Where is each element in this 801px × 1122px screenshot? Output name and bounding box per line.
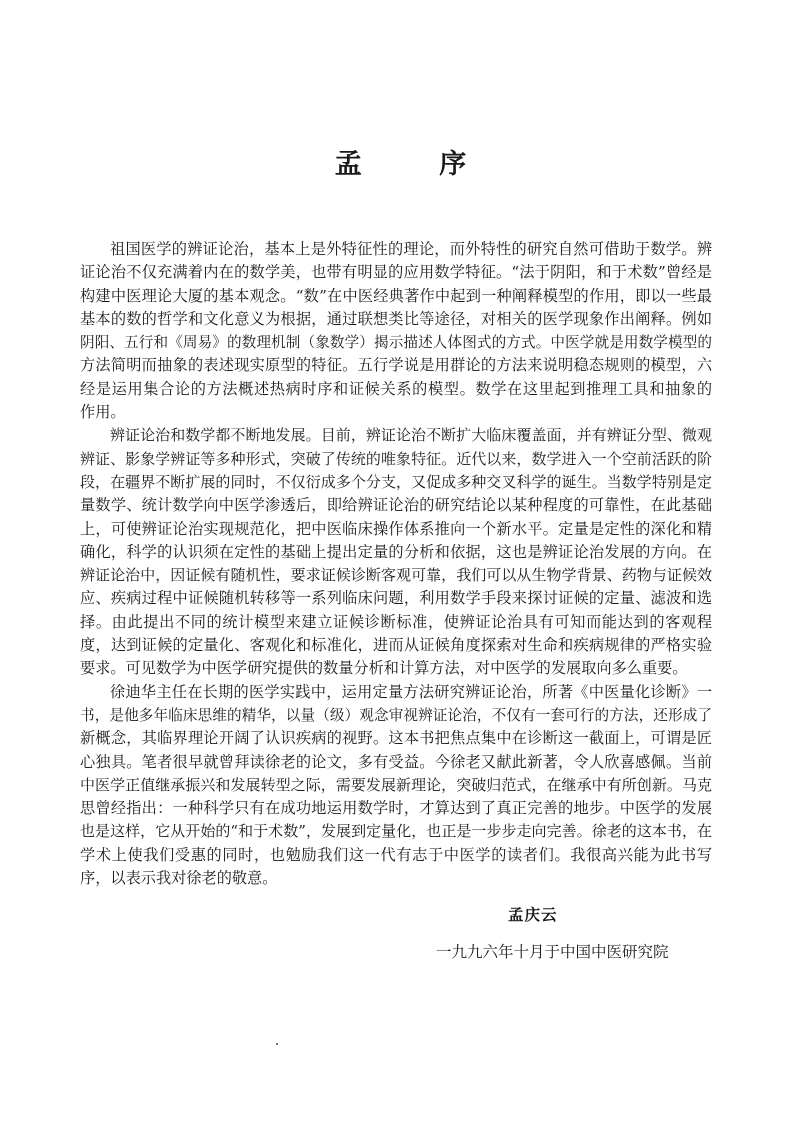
text-line: 量数学、统计数学向中医学渗透后，即给辨证论治的研究结论以某种程度的可靠性，在此基础	[80, 496, 712, 515]
text-line: 方法简明而抽象的表述现实原型的特征。五行学说是用群论的方法来说明稳态规则的模型，六	[80, 356, 712, 375]
text-line: 中医学正值继承振兴和发展转型之际，需要发展新理论，突破归范式，在继承中有所创新。马克	[80, 775, 712, 794]
text-line: 思曾经指出：一种科学只有在成功地运用数学时，才算达到了真正完善的地步。中医学的发展	[80, 799, 712, 818]
text-line: 经是运用集合论的方法概述热病时序和证候关系的模型。数学在这里起到推理工具和抽象的	[80, 379, 712, 398]
text-line: 上，可使辨证论治实现规范化，把中医临床操作体系推向一个新水平。定量是定性的深化和精	[80, 519, 712, 538]
text-line: 心独具。笔者很早就曾拜读徐老的论文，多有受益。今徐老又献此新著，令人欣喜感佩。当前	[80, 752, 712, 771]
text-line: 辨证、影象学辨证等多种形式，突破了传统的唯象特征。近代以来，数学进入一个空前活跃的阶	[80, 449, 712, 468]
text-line: 徐迪华主任在长期的医学实践中，运用定量方法研究辨证论治，所著《中医量化诊断》一	[110, 682, 712, 701]
preface-body	[80, 238, 712, 890]
text-line: 基本的数的哲学和文化意义为根据，通过联想类比等途径，对相关的医学现象作出阐释。例如	[80, 309, 712, 328]
text-line: 确化，科学的认识须在定性的基础上提出定量的分析和依据，这也是辨证论治发展的方向。在	[80, 542, 712, 561]
text-line: 阴阳、五行和《周易》的数理机制（象数学）揭示描述人体图式的方式。中医学就是用数学模型的	[80, 334, 712, 352]
text-line: 构建中医理论大厦的基本观念。“数”在中医经典著作中起到一种阐释模型的作用，即以一些最	[80, 286, 712, 305]
page-title: 孟 序	[334, 149, 501, 180]
text-line: 也是这样，它从开始的“和于术数”，发展到定量化，也正是一步步走向完善。徐老的这本书，在	[80, 822, 712, 841]
text-line: 证论治不仅充满着内在的数学美，也带有明显的应用数学特征。“法于阴阳，和于术数”曾经是	[80, 263, 712, 282]
text-line: 作用。	[80, 403, 126, 422]
text-line: 段，在疆界不断扩展的同时，不仅衍成多个分支，又促成多种交叉科学的诞生。当数学特别是定	[80, 472, 712, 491]
text-line: 书，是他多年临床思维的精华，以量（级）观念审视辨证论治，不仅有一套可行的方法，还形成了	[80, 706, 712, 724]
text-line: 度，达到证候的定量化、客观化和标准化，进而从证候角度探索对生命和疾病规律的严格实验	[80, 636, 712, 655]
text-line: 祖国医学的辨证论治，基本上是外特征性的理论，而外特性的研究自然可借助于数学。辨	[110, 240, 712, 258]
text-line: 新概念，其临界理论开阔了认识疾病的视野。这本书把焦点集中在诊断这一截面上，可谓是匠	[80, 729, 712, 748]
text-line: 要求。可见数学为中医学研究提供的数量分析和计算方法，对中医学的发展取向多么重要。	[80, 659, 688, 678]
text-line: 应、疾病过程中证候随机转移等一系列临床问题，利用数学手段来探讨证候的定量、滤波和选	[80, 589, 712, 608]
author-signature: 孟庆云	[508, 906, 558, 924]
text-line: 序，以表示我对徐老的敬意。	[80, 869, 278, 888]
paragraph-1	[80, 238, 712, 424]
text-line: 辨证论治和数学都不断地发展。目前，辨证论治不断扩大临床覆盖面，并有辨证分型、微观	[110, 426, 712, 445]
date-place-line: 一九九六年十月于中国中医研究院	[436, 943, 669, 961]
scan-speck	[276, 1043, 278, 1045]
text-line: 辨证论治中，因证候有随机性，要求证候诊断客观可靠，我们可以从生物学背景、药物与证候效	[80, 566, 712, 585]
paragraph-3	[80, 681, 712, 891]
text-line: 择。由此提出不同的统计模型来建立证候诊断标准，使辨证论治具有可知而能达到的客观程	[80, 612, 712, 631]
paragraph-2	[80, 424, 712, 680]
text-line: 学术上使我们受惠的同时，也勉励我们这一代有志于中医学的读者们。我很高兴能为此书写	[80, 845, 712, 864]
